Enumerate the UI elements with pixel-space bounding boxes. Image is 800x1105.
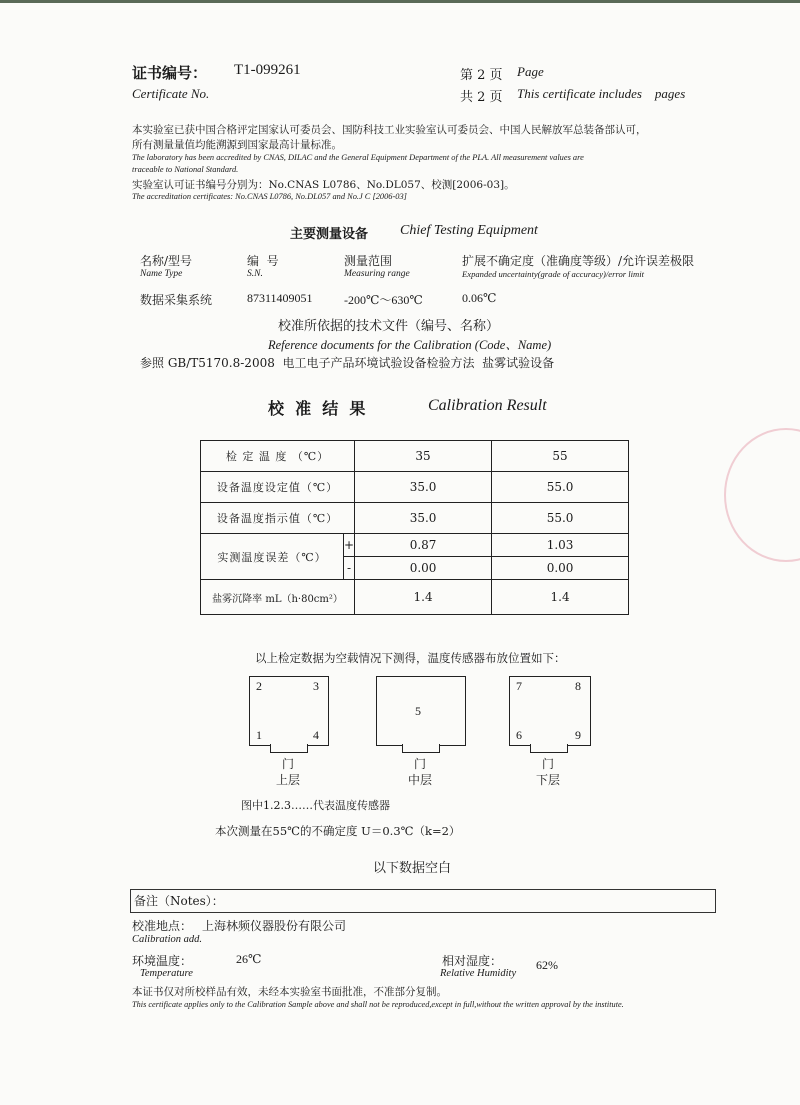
- accreditation-line1-en: The laboratory has been accredited by CNAS, DILAC and the General Equipment Department of the PLA. All measurement values are: [132, 153, 584, 162]
- disclaimer-en: This certificate applies only to the Calibration Sample above and shall not be reproduced,except in full,without the written approval by the institute.: [132, 1000, 624, 1009]
- sensor-6: 6: [516, 728, 522, 742]
- accreditation-line2-cn: 所有测量量值均能溯源到国家最高计量标准。: [132, 139, 342, 151]
- humidity-value: 62%: [536, 958, 558, 972]
- cell-set-value-2: 55.0: [492, 472, 629, 503]
- cell-error-plus-2: 1.03: [492, 534, 629, 557]
- equipment-col-name-cn: 名称/型号: [140, 254, 193, 268]
- row-label-test-temp: 检 定 温 度 （℃）: [201, 441, 355, 472]
- table-row: [201, 472, 629, 503]
- top-border: [0, 0, 800, 3]
- accreditation-line3-cn: 实验室认可证书编号分别为：No.CNAS L0786、No.DL057、校测[2006-03]。: [132, 179, 515, 191]
- cell-error-minus-2: 0.00: [492, 557, 629, 580]
- calibration-results-table: [200, 440, 629, 615]
- sign-minus: -: [344, 557, 355, 580]
- sensor-5: 5: [415, 704, 421, 718]
- sensor-2: 2: [256, 679, 262, 693]
- cell-test-temp-2: 55: [492, 441, 629, 472]
- equipment-col-range-en: Measuring range: [344, 269, 410, 279]
- row-label-indicated-value: 设备温度指示值（℃）: [201, 503, 355, 534]
- equipment-title-en: Chief Testing Equipment: [400, 223, 538, 238]
- upper-door-label: 门: [281, 757, 294, 771]
- equipment-col-range-cn: 测量范围: [344, 254, 393, 268]
- table-row: [201, 441, 629, 472]
- temperature-label-en: Temperature: [140, 968, 193, 979]
- accreditation-line2-en: traceable to National Standard.: [132, 165, 239, 174]
- equipment-col-sn-cn: 编 号: [247, 254, 279, 268]
- page-number-cn: 第 2 页: [460, 68, 503, 83]
- equipment-col-unc-cn: 扩展不确定度（准确度等级）/允许误差极限: [462, 254, 695, 268]
- table-row: [201, 503, 629, 534]
- red-seal-stamp: [724, 428, 800, 562]
- cell-set-value-1: 35.0: [355, 472, 492, 503]
- reference-title-en: Reference documents for the Calibration (Code、Name): [268, 338, 552, 352]
- cert-no-value: T1-099261: [234, 62, 301, 78]
- equipment-row-sn: 87311409051: [247, 291, 313, 305]
- upper-door: [270, 744, 308, 753]
- calibration-site-label-en: Calibration add.: [132, 934, 203, 945]
- temperature-value: 26℃: [236, 952, 262, 966]
- blank-below-note: 以下数据空白: [373, 861, 452, 876]
- total-pages-cn: 共 2 页: [460, 90, 503, 105]
- total-pages-en: This certificate includes pages: [517, 86, 686, 101]
- results-title-en: Calibration Result: [428, 397, 547, 414]
- results-title-cn: 校 准 结 果: [268, 399, 366, 418]
- equipment-col-unc-en: Expanded uncertainty(grade of accuracy)/error limit: [462, 269, 645, 279]
- accreditation-line1-cn: 本实验室已获中国合格评定国家认可委员会、国防科技工业实验室认可委员会、中国人民解放军总装备部认可，: [132, 124, 647, 136]
- sign-plus: +: [344, 534, 355, 557]
- calibration-site-label: 校准地点：: [132, 919, 193, 933]
- equipment-title-cn: 主要测量设备: [290, 227, 369, 242]
- cell-test-temp-1: 35: [355, 441, 492, 472]
- cert-no-label: 证书编号：: [132, 64, 208, 82]
- sensor-1: 1: [256, 728, 262, 742]
- sensor-3: 3: [313, 679, 319, 693]
- sensor-7: 7: [516, 679, 522, 693]
- equipment-row-uncertainty: 0.06℃: [462, 291, 497, 305]
- middle-layer-box: [376, 676, 466, 746]
- upper-layer-label: 上层: [275, 773, 300, 787]
- accreditation-line3-en: The accreditation certificates: No.CNAS L0786, No.DL057 and No.J C [2006-03]: [132, 192, 407, 201]
- cell-indicated-value-1: 35.0: [355, 503, 492, 534]
- cell-salt-fog-rate-1: 1.4: [355, 580, 492, 615]
- sensor-8: 8: [575, 679, 581, 693]
- table-row: [201, 534, 629, 557]
- page-label-en: Page: [517, 64, 544, 79]
- sensor-4: 4: [313, 728, 319, 742]
- sensor-intro: 以上检定数据为空载情况下测得，温度传感器布放位置如下：: [255, 651, 566, 665]
- cell-salt-fog-rate-2: 1.4: [492, 580, 629, 615]
- middle-door-label: 门: [413, 757, 426, 771]
- temperature-label: 环境温度：: [132, 954, 193, 968]
- cell-error-plus-1: 0.87: [355, 534, 492, 557]
- reference-title-cn: 校准所依据的技术文件（编号、名称）: [278, 319, 500, 334]
- middle-door: [402, 744, 440, 753]
- middle-layer-label: 中层: [407, 773, 432, 787]
- equipment-col-sn-en: S.N.: [247, 269, 263, 279]
- sensor-caption: 图中1.2.3……代表温度传感器: [241, 799, 390, 812]
- equipment-row-range: -200℃～630℃: [344, 293, 423, 307]
- uncertainty-statement: 本次测量在55℃的不确定度 U＝0.3℃（k=2）: [215, 824, 461, 838]
- cell-error-minus-1: 0.00: [355, 557, 492, 580]
- row-label-salt-fog-rate: 盐雾沉降率 mL（h·80cm²）: [201, 580, 355, 615]
- cell-indicated-value-2: 55.0: [492, 503, 629, 534]
- table-row: [201, 580, 629, 615]
- notes-label: 备注（Notes）：: [134, 894, 224, 908]
- equipment-col-name-en: Name Type: [140, 269, 183, 279]
- cert-no-label-en: Certificate No.: [132, 86, 210, 101]
- lower-layer-label: 下层: [535, 773, 560, 787]
- disclaimer-cn: 本证书仅对所校样品有效，未经本实验室书面批准，不准部分复制。: [132, 986, 447, 998]
- reference-document: 参照 GB/T5170.8-2008 电工电子产品环境试验设备检验方法 盐雾试验设备: [140, 356, 555, 370]
- lower-door-label: 门: [541, 757, 554, 771]
- equipment-row-name: 数据采集系统: [140, 293, 213, 307]
- sensor-9: 9: [575, 728, 581, 742]
- humidity-label: 相对湿度：: [442, 954, 503, 968]
- lower-door: [530, 744, 568, 753]
- row-label-measured-error: 实测温度误差（℃）: [201, 534, 344, 580]
- row-label-set-value: 设备温度设定值（℃）: [201, 472, 355, 503]
- humidity-label-en: Relative Humidity: [440, 968, 517, 979]
- calibration-site-value: 上海林频仪器股份有限公司: [202, 919, 347, 933]
